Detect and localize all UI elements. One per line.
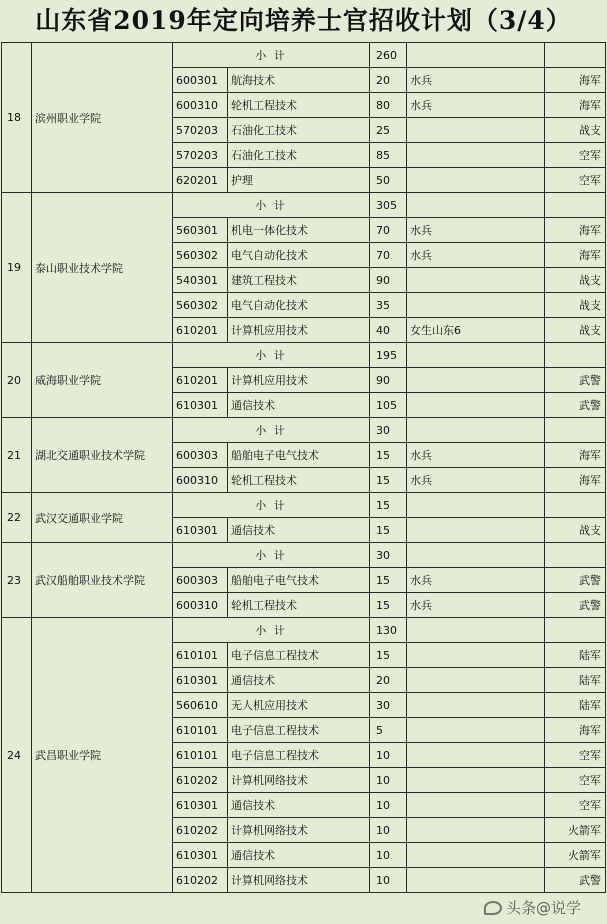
major-name: 电子信息工程技术	[228, 718, 370, 743]
note-cell	[407, 343, 545, 368]
remark	[407, 793, 545, 818]
major-name: 计算机网络技术	[228, 868, 370, 893]
remark: 水兵	[407, 468, 545, 493]
plan-count: 10	[370, 843, 407, 868]
major-code: 610301	[173, 843, 228, 868]
service-branch: 火箭军	[545, 843, 606, 868]
plan-count: 10	[370, 793, 407, 818]
school-name: 武昌职业学院	[32, 618, 173, 893]
subtotal-row	[2, 543, 606, 568]
remark: 女生山东6	[407, 318, 545, 343]
major-code: 560301	[173, 218, 228, 243]
subtotal-label: 小 计	[173, 343, 370, 368]
plan-count: 85	[370, 143, 407, 168]
recruitment-table	[1, 42, 606, 893]
service-branch: 空军	[545, 143, 606, 168]
plan-count: 15	[370, 593, 407, 618]
remark	[407, 768, 545, 793]
remark	[407, 668, 545, 693]
remark	[407, 118, 545, 143]
service-branch: 海军	[545, 718, 606, 743]
subtotal-value: 30	[370, 418, 407, 443]
major-code: 560610	[173, 693, 228, 718]
service-cell	[545, 543, 606, 568]
school-name: 滨州职业学院	[32, 43, 173, 193]
major-code: 600310	[173, 593, 228, 618]
major-code: 610101	[173, 743, 228, 768]
plan-count: 25	[370, 118, 407, 143]
major-name: 通信技术	[228, 793, 370, 818]
plan-count: 90	[370, 268, 407, 293]
service-branch: 陆军	[545, 668, 606, 693]
service-branch: 空军	[545, 768, 606, 793]
school-number: 18	[2, 43, 32, 193]
service-branch: 空军	[545, 743, 606, 768]
major-name: 通信技术	[228, 668, 370, 693]
service-branch: 海军	[545, 443, 606, 468]
subtotal-label: 小 计	[173, 43, 370, 68]
remark	[407, 268, 545, 293]
major-code: 600301	[173, 68, 228, 93]
remark: 水兵	[407, 243, 545, 268]
note-cell	[407, 43, 545, 68]
plan-count: 15	[370, 468, 407, 493]
major-name: 石油化工技术	[228, 143, 370, 168]
remark	[407, 743, 545, 768]
plan-count: 105	[370, 393, 407, 418]
service-branch: 陆军	[545, 693, 606, 718]
remark	[407, 693, 545, 718]
major-code: 570203	[173, 143, 228, 168]
subtotal-row	[2, 343, 606, 368]
service-branch: 陆军	[545, 643, 606, 668]
school-number: 22	[2, 493, 32, 543]
school-number: 19	[2, 193, 32, 343]
subtotal-row	[2, 618, 606, 643]
major-code: 610202	[173, 818, 228, 843]
major-code: 620201	[173, 168, 228, 193]
major-code: 610201	[173, 318, 228, 343]
school-number: 23	[2, 543, 32, 618]
remark	[407, 393, 545, 418]
major-name: 计算机网络技术	[228, 768, 370, 793]
major-name: 通信技术	[228, 393, 370, 418]
major-name: 轮机工程技术	[228, 593, 370, 618]
service-branch: 武警	[545, 593, 606, 618]
remark: 水兵	[407, 593, 545, 618]
subtotal-row	[2, 43, 606, 68]
major-name: 无人机应用技术	[228, 693, 370, 718]
service-branch: 海军	[545, 468, 606, 493]
subtotal-label: 小 计	[173, 618, 370, 643]
page-title: 山东省2019年定向培养士官招收计划（3/4）	[35, 6, 572, 35]
service-cell	[545, 418, 606, 443]
note-cell	[407, 193, 545, 218]
service-branch: 战支	[545, 118, 606, 143]
service-branch: 武警	[545, 568, 606, 593]
plan-count: 90	[370, 368, 407, 393]
school-name: 湖北交通职业技术学院	[32, 418, 173, 493]
major-code: 610101	[173, 643, 228, 668]
major-name: 建筑工程技术	[228, 268, 370, 293]
note-cell	[407, 618, 545, 643]
major-name: 护理	[228, 168, 370, 193]
service-cell	[545, 193, 606, 218]
service-branch: 空军	[545, 793, 606, 818]
service-branch: 海军	[545, 243, 606, 268]
remark: 水兵	[407, 568, 545, 593]
remark: 水兵	[407, 443, 545, 468]
major-code: 600310	[173, 93, 228, 118]
subtotal-row	[2, 493, 606, 518]
subtotal-value: 30	[370, 543, 407, 568]
major-code: 610301	[173, 668, 228, 693]
major-code: 600310	[173, 468, 228, 493]
service-branch: 海军	[545, 68, 606, 93]
major-name: 船舶电子电气技术	[228, 568, 370, 593]
major-code: 610301	[173, 793, 228, 818]
major-name: 石油化工技术	[228, 118, 370, 143]
subtotal-value: 195	[370, 343, 407, 368]
major-name: 轮机工程技术	[228, 93, 370, 118]
major-code: 610201	[173, 368, 228, 393]
plan-count: 15	[370, 643, 407, 668]
plan-count: 5	[370, 718, 407, 743]
school-number: 21	[2, 418, 32, 493]
service-cell	[545, 618, 606, 643]
major-name: 电子信息工程技术	[228, 643, 370, 668]
remark	[407, 143, 545, 168]
watermark	[484, 897, 581, 918]
plan-count: 10	[370, 868, 407, 893]
subtotal-label: 小 计	[173, 193, 370, 218]
watermark-text: 头条@说学	[505, 899, 581, 917]
remark	[407, 843, 545, 868]
plan-count: 20	[370, 668, 407, 693]
service-branch: 武警	[545, 868, 606, 893]
service-cell	[545, 343, 606, 368]
major-code: 610301	[173, 393, 228, 418]
service-branch: 武警	[545, 393, 606, 418]
note-cell	[407, 543, 545, 568]
service-cell	[545, 43, 606, 68]
plan-count: 10	[370, 743, 407, 768]
subtotal-label: 小 计	[173, 493, 370, 518]
plan-count: 35	[370, 293, 407, 318]
plan-count: 15	[370, 568, 407, 593]
major-name: 船舶电子电气技术	[228, 443, 370, 468]
major-code: 570203	[173, 118, 228, 143]
major-name: 轮机工程技术	[228, 468, 370, 493]
school-name: 武汉交通职业学院	[32, 493, 173, 543]
major-code: 560302	[173, 293, 228, 318]
plan-count: 70	[370, 218, 407, 243]
school-number: 20	[2, 343, 32, 418]
service-branch: 战支	[545, 518, 606, 543]
major-name: 通信技术	[228, 843, 370, 868]
major-code: 610202	[173, 868, 228, 893]
remark	[407, 643, 545, 668]
major-code: 610202	[173, 768, 228, 793]
service-cell	[545, 493, 606, 518]
school-name: 泰山职业技术学院	[32, 193, 173, 343]
major-code: 600303	[173, 443, 228, 468]
service-branch: 战支	[545, 318, 606, 343]
plan-count: 10	[370, 818, 407, 843]
plan-count: 30	[370, 693, 407, 718]
service-branch: 空军	[545, 168, 606, 193]
major-name: 机电一体化技术	[228, 218, 370, 243]
major-code: 610301	[173, 518, 228, 543]
school-name: 武汉船舶职业技术学院	[32, 543, 173, 618]
school-number: 24	[2, 618, 32, 893]
major-name: 计算机应用技术	[228, 318, 370, 343]
plan-count: 15	[370, 518, 407, 543]
remark	[407, 368, 545, 393]
plan-count: 10	[370, 768, 407, 793]
service-branch: 战支	[545, 293, 606, 318]
service-branch: 武警	[545, 368, 606, 393]
remark: 水兵	[407, 68, 545, 93]
plan-count: 70	[370, 243, 407, 268]
service-branch: 战支	[545, 268, 606, 293]
major-code: 560302	[173, 243, 228, 268]
subtotal-value: 15	[370, 493, 407, 518]
major-code: 610101	[173, 718, 228, 743]
major-name: 计算机应用技术	[228, 368, 370, 393]
plan-count: 80	[370, 93, 407, 118]
remark: 水兵	[407, 93, 545, 118]
major-name: 航海技术	[228, 68, 370, 93]
remark	[407, 818, 545, 843]
remark	[407, 718, 545, 743]
plan-count: 40	[370, 318, 407, 343]
remark	[407, 518, 545, 543]
subtotal-value: 305	[370, 193, 407, 218]
subtotal-value: 260	[370, 43, 407, 68]
subtotal-label: 小 计	[173, 418, 370, 443]
subtotal-row	[2, 418, 606, 443]
major-name: 通信技术	[228, 518, 370, 543]
major-name: 电气自动化技术	[228, 293, 370, 318]
subtotal-value: 130	[370, 618, 407, 643]
remark	[407, 293, 545, 318]
remark	[407, 868, 545, 893]
plan-count: 20	[370, 68, 407, 93]
subtotal-row	[2, 193, 606, 218]
school-name: 威海职业学院	[32, 343, 173, 418]
note-cell	[407, 493, 545, 518]
major-code: 540301	[173, 268, 228, 293]
plan-count: 50	[370, 168, 407, 193]
remark: 水兵	[407, 218, 545, 243]
major-code: 600303	[173, 568, 228, 593]
chat-bubble-icon	[484, 901, 502, 915]
subtotal-label: 小 计	[173, 543, 370, 568]
plan-count: 15	[370, 443, 407, 468]
service-branch: 海军	[545, 218, 606, 243]
service-branch: 海军	[545, 93, 606, 118]
major-name: 电子信息工程技术	[228, 743, 370, 768]
remark	[407, 168, 545, 193]
major-name: 电气自动化技术	[228, 243, 370, 268]
service-branch: 火箭军	[545, 818, 606, 843]
note-cell	[407, 418, 545, 443]
major-name: 计算机网络技术	[228, 818, 370, 843]
